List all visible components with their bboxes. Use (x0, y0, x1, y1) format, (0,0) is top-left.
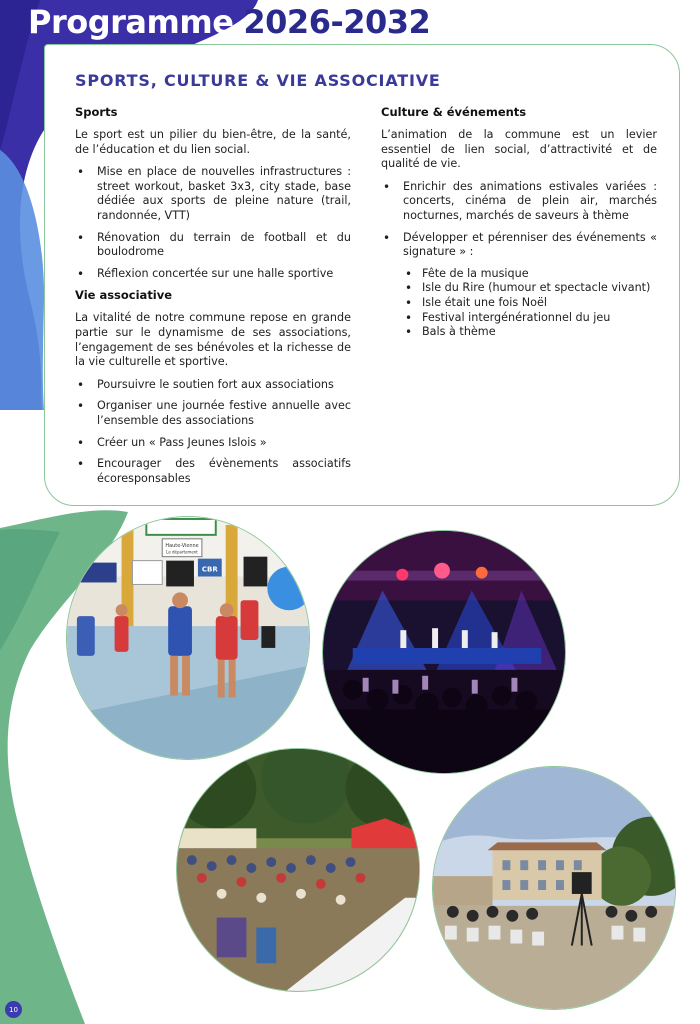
culture-heading: Culture & événements (381, 105, 527, 119)
left-column (75, 105, 351, 493)
gym-sign-departement: Le département (166, 549, 198, 555)
page-title-years: 2026-2032 (243, 3, 431, 41)
vie-associative-list (75, 378, 351, 487)
culture-list (381, 180, 657, 260)
right-column (381, 105, 657, 340)
list-item: • Encourager des évènements associatifs écoresponsables (75, 457, 351, 486)
photo-village-concert (432, 766, 676, 1010)
photo-gym-sports (66, 516, 310, 760)
list-item: • Enrichir des animations estivales variées : concerts, cinéma de plein air, marchés nocturnes, marchés de saveurs à thème (381, 180, 657, 224)
list-item: • Isle du Rire (humour et spectacle vivant) (403, 281, 657, 296)
list-item: • Poursuivre le soutien fort aux associations (75, 378, 351, 393)
sports-intro: Le sport est un pilier du bien-être, de la santé, de l’éducation et du lien social. (75, 128, 351, 156)
photo-concert (322, 530, 566, 774)
list-item: • Organiser une journée festive annuelle avec l’ensemble des associations (75, 399, 351, 428)
culture-intro: L’animation de la commune est un levier essentiel de lien social, d’attractivité et de qualité de vie. (381, 128, 657, 171)
list-item: • Rénovation du terrain de football et du boulodrome (75, 231, 351, 260)
vie-associative-intro: La vitalité de notre commune repose en grande partie sur le dynamisme de ses associations, l’engagement de ses bénévoles et la richesse de la vie culturelle et sportive. (75, 311, 351, 369)
programme-card (44, 44, 680, 506)
signature-events-list (403, 267, 657, 340)
section-title: SPORTS, CULTURE & VIE ASSOCIATIVE (75, 71, 441, 90)
gym-sign-cbr: CBR (201, 565, 218, 574)
list-item: • Festival intergénérationnel du jeu (403, 311, 657, 326)
list-item: • Bals à thème (403, 325, 657, 340)
vie-associative-heading: Vie associative (75, 288, 173, 303)
list-item: • Créer un « Pass Jeunes Islois » (75, 436, 351, 451)
photo-festival-crowd (176, 748, 420, 992)
list-item: • Fête de la musique (403, 267, 657, 282)
sports-list (75, 165, 351, 281)
sports-heading: Sports (75, 105, 118, 119)
page-header (28, 0, 430, 44)
list-item: • Développer et pérenniser des événements « signature » : (381, 231, 657, 260)
gym-sign-haute-vienne: Haute-Vienne (165, 542, 199, 549)
page-title-programme: Programme (28, 3, 234, 41)
list-item: • Isle était une fois Noël (403, 296, 657, 311)
list-item: • Réflexion concertée sur une halle sportive (75, 267, 351, 282)
page-number-badge: 10 (5, 1001, 22, 1018)
list-item: • Mise en place de nouvelles infrastructures : street workout, basket 3x3, city stade, base dédiée aux sports de pleine nature (trail, randonnée, VTT) (75, 165, 351, 223)
